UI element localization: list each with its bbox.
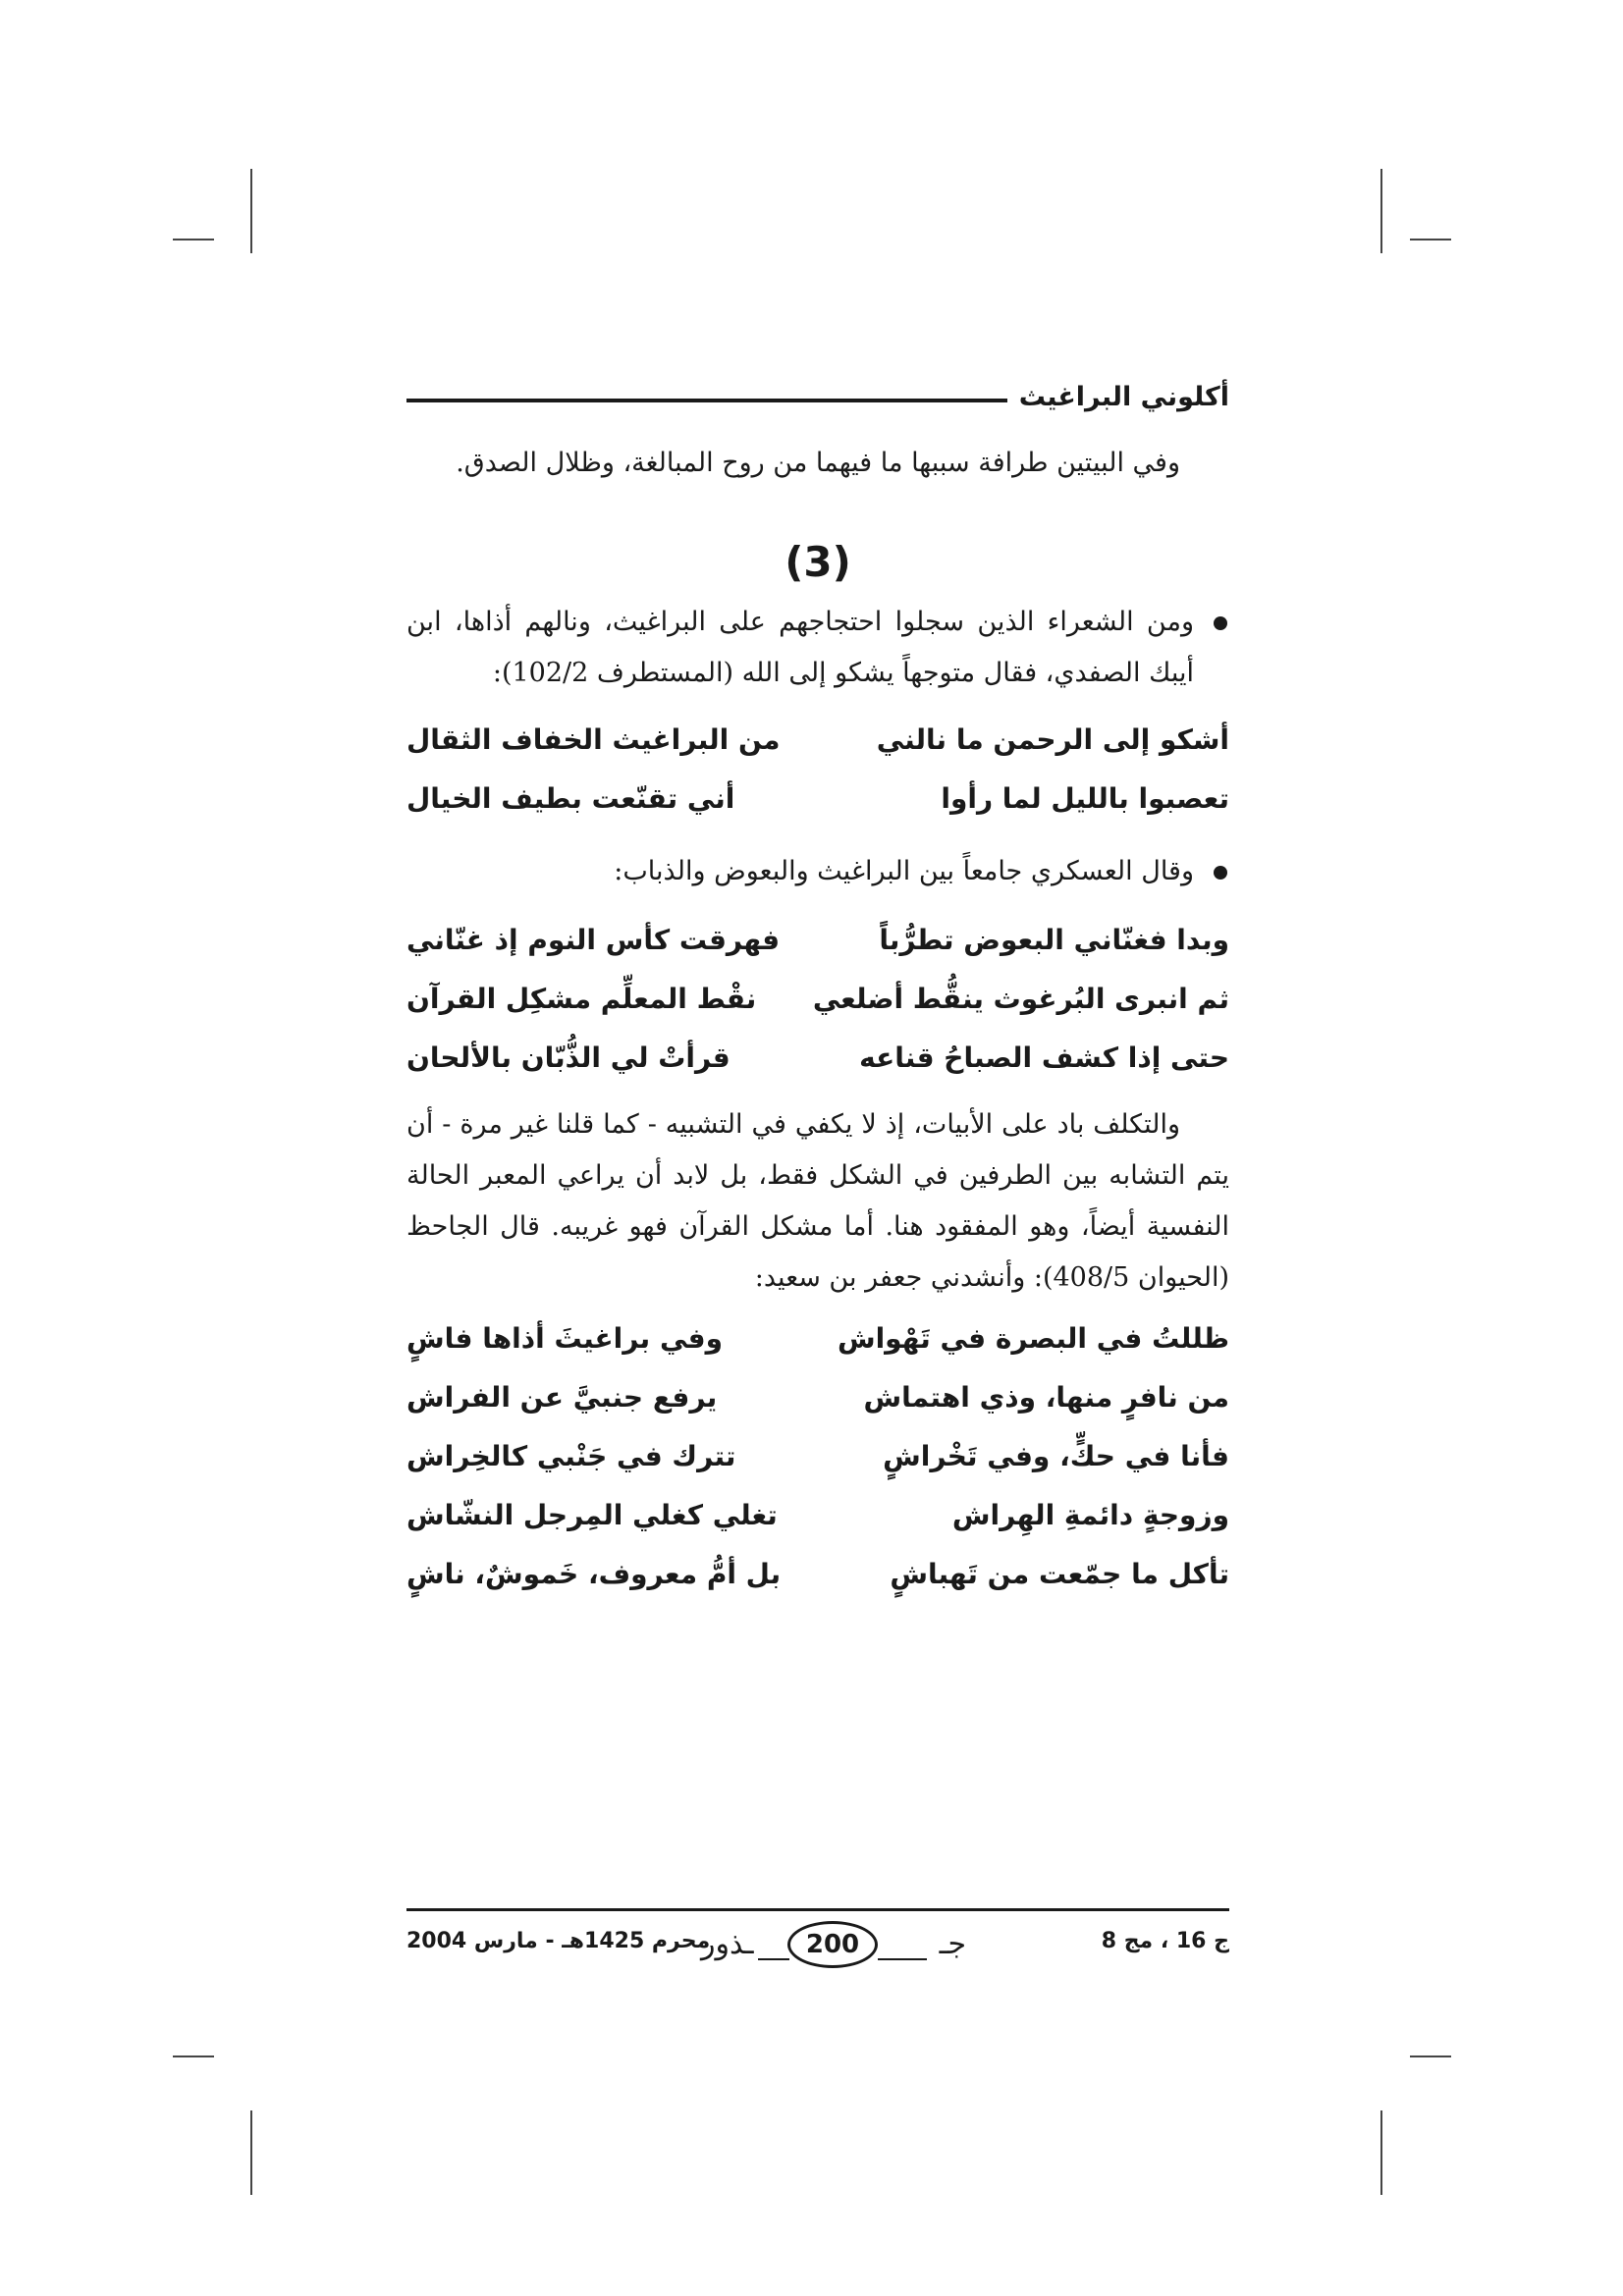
verse-first-hemistich: فأنا في حكٍّ، وفي تَخْراشٍ [883,1440,1229,1472]
crop-mark [173,2056,214,2057]
crop-mark [1380,169,1382,253]
verse-line [406,770,1229,828]
verse-second-hemistich: فهرقت كأس النوم إذ غنّاني [406,924,781,956]
verse-second-hemistich: أني تقنّعت بطيف الخيال [406,782,735,815]
header-rule [406,399,1007,402]
poem-2 [406,911,1229,1088]
verse-second-hemistich: نقْط المعلِّم مشكِل القرآن [406,983,757,1015]
verse-first-hemistich: من نافرٍ منها، وذي اهتماش [863,1381,1229,1414]
page-content [406,373,1229,1604]
page-number: 200 [787,1921,878,1968]
verse-second-hemistich: تترك في جَنْبي كالخِراش [406,1440,736,1472]
logo-line [878,1958,927,1960]
verse-second-hemistich: قرأتْ لي الذُّبّان بالألحان [406,1041,730,1074]
verse-first-hemistich: تعصبوا بالليل لما رأوا [941,782,1229,815]
verse-line [406,1486,1229,1545]
bullet-text: وقال العسكري جامعاً بين البراغيث والبعوض والذباب: [614,856,1194,886]
verse-line [406,1368,1229,1427]
crop-mark [173,239,214,240]
poem-1 [406,711,1229,828]
intro-paragraph: وفي البيتين طرافة سببها ما فيهما من روح المبالغة، وظلال الصدق. [456,448,1180,478]
footer-row [406,1911,1229,1990]
crop-mark [1380,2110,1382,2195]
bullet-paragraph-2 [406,846,1229,897]
crop-mark [1410,239,1451,240]
verse-second-hemistich: تغلي كغلي المِرجل النشّاش [406,1499,778,1531]
verse-first-hemistich: ثم انبرى البُرغوث ينقُّط أضلعي [812,983,1229,1015]
journal-name-left: ـذور [701,1927,754,1961]
verse-line [406,911,1229,970]
verse-line [406,1309,1229,1368]
verse-line [406,1545,1229,1604]
crop-mark [1410,2056,1451,2057]
bullet-paragraph-1 [406,597,1229,699]
verse-line [406,1029,1229,1088]
poem-3 [406,1309,1229,1604]
journal-logo [701,1917,966,1976]
verse-line [406,711,1229,770]
running-title: أكلوني البراغيث [1018,382,1229,412]
verse-first-hemistich: وزوجةٍ دائمةِ الهِراش [951,1499,1229,1531]
bullet-icon [1214,616,1227,630]
verse-second-hemistich: وفي براغيثَ أذاها فاشٍ [406,1322,724,1355]
issue-date: محرم 1425هـ - مارس 2004 [406,1929,711,1953]
logo-line [758,1958,789,1960]
journal-name-right: جـ [939,1927,966,1961]
bullet-text: ومن الشعراء الذين سجلوا احتجاجهم على البراغيث، ونالهم أذاها، ابن أيبك الصفدي، فقال متوجهاً يشكو إلى الله (المستطرف 102/2): [406,607,1194,688]
verse-second-hemistich: يرفع جنبيَّ عن الفراش [406,1381,718,1414]
crop-mark [250,169,252,253]
running-header [406,373,1229,412]
page-footer [406,1908,1229,1990]
verse-first-hemistich: حتى إذا كشف الصباحُ قناعه [859,1041,1229,1074]
verse-line [406,1427,1229,1486]
verse-second-hemistich: من البراغيث الخفاف الثقال [406,723,781,756]
verse-first-hemistich: أشكو إلى الرحمن ما نالني [876,723,1229,756]
commentary-paragraph: والتكلف باد على الأبيات، إذ لا يكفي في التشبيه - كما قلنا غير مرة - أن يتم التشابه بين الطرفين في الشكل فقط، بل لابد أن يراعي المعبر الحالة النفسية أيضاً، وهو المفقود هنا. أما مشكل القرآن فهو غريبه. قال الجاحظ (الحيوان 408/5): وأنشدني جعفر بن سعيد: [406,1109,1229,1293]
verse-line [406,970,1229,1029]
crop-mark [250,2110,252,2195]
bullet-icon [1214,866,1227,880]
issue-label: ج 16 ، مج 8 [1101,1929,1229,1953]
section-number: (3) [784,538,851,586]
verse-second-hemistich: بل أمُّ معروف، خَموشٌ، ناشٍ [406,1558,782,1590]
verse-first-hemistich: ظللتُ في البصرة في تَهْواش [837,1322,1229,1355]
verse-first-hemistich: وبدا فغنّاني البعوض تطرُّباً [879,924,1229,956]
verse-first-hemistich: تأكل ما جمّعت من تَهباشٍ [890,1558,1229,1590]
